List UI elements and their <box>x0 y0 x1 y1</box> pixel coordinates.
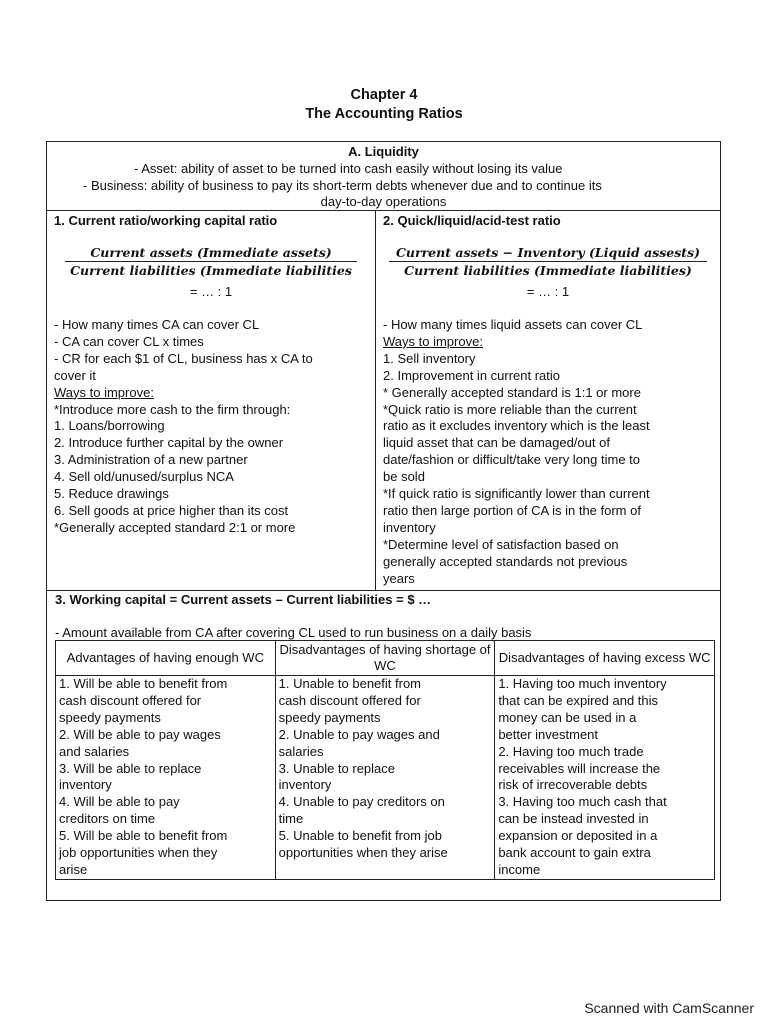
advantage-line: 3. Will be able to replace <box>59 760 202 776</box>
quick-ratio-line: - How many times liquid assets can cover CL <box>383 317 643 332</box>
advantage-line: 1. Will be able to benefit from <box>59 676 228 691</box>
liquidity-bullet-business-cont: day-to-day operations <box>320 194 447 209</box>
quick-ratio-notes <box>383 317 719 588</box>
quick-ratio-heading: 2. Quick/liquid/acid-test ratio <box>383 213 561 228</box>
excess-line: risk of irrecoverable debts <box>498 777 648 793</box>
col-disadvantages-excess-wc: Disadvantages of having excess WC <box>495 641 715 676</box>
current-ratio-line: 4. Sell old/unused/surplus NCA <box>54 469 234 485</box>
quick-ratio-numerator: Current assets − Inventory (Liquid assests) <box>395 245 701 260</box>
quick-ratio-denominator: Current liabilities (Immediate liabilities) <box>404 263 692 278</box>
working-capital-body-row <box>56 676 715 880</box>
advantage-line: creditors on time <box>59 811 156 827</box>
excess-line: 1. Having too much inventory <box>498 676 667 691</box>
chapter-number: Chapter 4 <box>350 87 418 103</box>
current-ratio-line: 3. Administration of a new partner <box>54 452 248 468</box>
col-disadvantages-shortage-wc: Disadvantages of having shortage of WC <box>275 641 495 676</box>
ratios-box <box>46 141 721 901</box>
current-ratio-fraction-bar <box>65 261 357 262</box>
divider-ratios <box>375 210 376 590</box>
shortage-line: 3. Unable to replace <box>278 760 396 776</box>
working-capital-header-row <box>56 641 715 676</box>
excess-line: money can be used in a <box>498 709 637 725</box>
quick-ratio-line: 1. Sell inventory <box>383 350 476 366</box>
excess-line: better investment <box>498 726 599 742</box>
quick-ratio-line: be sold <box>383 469 425 485</box>
advantage-line: cash discount offered for <box>59 692 202 708</box>
advantages-cell <box>56 676 276 880</box>
advantage-line: arise <box>59 861 88 877</box>
working-capital-description: - Amount available from CA after covering CL used to run business on a daily basis <box>55 625 532 640</box>
current-ratio-line: - CA can cover CL x times <box>54 333 204 349</box>
shortage-line: 1. Unable to benefit from <box>278 676 422 691</box>
current-ratio-numerator: Current assets (Immediate assets) <box>90 245 332 260</box>
current-ratio-notes <box>54 317 372 537</box>
current-ratio-result: = … : 1 <box>189 284 233 299</box>
current-ratio-line: *Generally accepted standard 2:1 or more <box>54 519 296 535</box>
shortage-line: inventory <box>278 777 332 793</box>
shortage-line: speedy payments <box>278 709 381 725</box>
advantage-line: 5. Will be able to benefit from <box>59 828 228 844</box>
excess-line: income <box>498 861 541 877</box>
shortage-line: opportunities when they arise <box>278 845 448 861</box>
current-ratio-line: 5. Reduce drawings <box>54 486 169 502</box>
quick-ratio-formula <box>389 245 707 278</box>
current-ratio-line: - How many times CA can cover CL <box>54 317 260 332</box>
quick-ratio-line: *Quick ratio is more reliable than the current <box>383 401 637 417</box>
current-ratio-line: 6. Sell goods at price higher than its cost <box>54 502 289 518</box>
quick-ratio-line: inventory <box>383 519 436 535</box>
current-ratio-line: 1. Loans/borrowing <box>54 418 165 434</box>
shortage-line: 4. Unable to pay creditors on <box>278 794 445 810</box>
divider-liquidity <box>47 210 720 211</box>
current-ratio-line: - CR for each $1 of CL, business has x CA to <box>54 350 313 366</box>
quick-ratio-line: ratio as it excludes inventory which is the least <box>383 418 650 434</box>
excess-cell <box>495 676 715 880</box>
excess-line: that can be expired and this <box>498 692 659 708</box>
advantage-line: job opportunities when they <box>59 845 218 861</box>
shortage-line: cash discount offered for <box>278 692 421 708</box>
quick-ratio-line: 2. Improvement in current ratio <box>383 367 561 383</box>
current-ratio-denominator: Current liabilities (Immediate liabilities <box>70 263 352 278</box>
advantage-line: 2. Will be able to pay wages <box>59 726 221 742</box>
shortage-line: 2. Unable to pay wages and <box>278 726 440 742</box>
excess-line: expansion or deposited in a <box>498 828 658 844</box>
advantage-line: and salaries <box>59 743 130 759</box>
shortage-cell <box>275 676 495 880</box>
shortage-line: 5. Unable to benefit from job <box>278 828 442 844</box>
current-ratio-line: *Introduce more cash to the firm through: <box>54 401 291 417</box>
working-capital-heading: 3. Working capital = Current assets – Current liabilities = $ … <box>55 592 432 607</box>
shortage-line: time <box>278 811 304 827</box>
current-ratio-heading: 1. Current ratio/working capital ratio <box>54 213 278 228</box>
excess-line: bank account to gain extra <box>498 845 651 861</box>
excess-line: can be instead invested in <box>498 811 649 827</box>
camscanner-watermark: Scanned with CamScanner <box>584 1000 754 1016</box>
quick-ratio-line: date/fashion or difficult/take very long time to <box>383 452 641 468</box>
excess-line: 3. Having too much cash that <box>498 794 667 810</box>
quick-ratio-fraction-bar <box>389 261 707 262</box>
advantage-line: speedy payments <box>59 709 161 725</box>
current-ratio-formula <box>65 245 357 278</box>
chapter-title: The Accounting Ratios <box>305 106 463 122</box>
quick-ratio-line: liquid asset that can be damaged/out of <box>383 435 610 451</box>
current-ratio-line: cover it <box>54 367 96 383</box>
quick-ratio-line: ratio then large portion of CA is in the form of <box>383 502 641 518</box>
liquidity-bullet-business: - Business: ability of business to pay its short-term debts whenever due and to continue its <box>83 178 602 193</box>
col-advantages-enough-wc: Advantages of having enough WC <box>56 641 276 676</box>
working-capital-section <box>47 590 720 900</box>
quick-ratio-line: * Generally accepted standard is 1:1 or more <box>383 384 641 400</box>
quick-ratio-line: *If quick ratio is significantly lower than current <box>383 486 650 502</box>
quick-ratio-line: *Determine level of satisfaction based on <box>383 536 619 552</box>
liquidity-bullet-asset: - Asset: ability of asset to be turned into cash easily without losing its value <box>134 161 563 176</box>
advantage-line: 4. Will be able to pay <box>59 794 180 810</box>
quick-ratio-ways-heading: Ways to improve: <box>383 333 483 349</box>
working-capital-table <box>55 640 715 880</box>
shortage-line: salaries <box>278 743 324 759</box>
excess-line: 2. Having too much trade <box>498 743 644 759</box>
quick-ratio-line: generally accepted standards not previous <box>383 553 628 569</box>
excess-line: receivables will increase the <box>498 760 661 776</box>
quick-ratio-result: = … : 1 <box>526 284 570 299</box>
current-ratio-line: 2. Introduce further capital by the owner <box>54 435 284 451</box>
quick-ratio-line: years <box>383 570 415 586</box>
liquidity-heading: A. Liquidity <box>348 144 419 159</box>
advantage-line: inventory <box>59 777 112 793</box>
current-ratio-ways-heading: Ways to improve: <box>54 384 154 400</box>
